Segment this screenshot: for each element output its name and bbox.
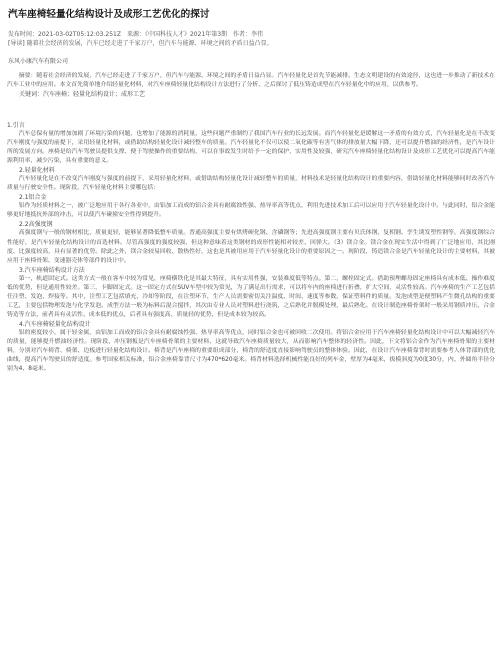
guide-line: [导读] 随着社会经济的发展，汽车已经走进了千家万户，但汽车与能源、环境之间的矛盾日益凸显。 [8, 40, 273, 47]
section-heading-intro: 1.引言 [7, 122, 25, 130]
section-heading-seat-design: 3.汽车座椅结构设计方法 [19, 266, 85, 274]
section-paragraph-seat-design: 第一，轨道固定式。这类方式一般在客车中较为常见，座椅横铁化是其最大特征，具有实用性强，安装难度低等特点。第二，螺栓固定式。借助预埋螺母固定座椅具有成本低、操作难度低的优势，但是通用性较差。第三，卡脚固定式。这一固定方式在SUV车型中较为常见，为了满足出行需求，可以将车内的座椅进行折叠，扩大空间，灵活性较高。汽车座椅的生产工艺包括任注塑、发泡、焊接等。其中，注塑工艺包括填充、冷却等阶段，在注塑环节，生产人员需要密切关注温度、时间、速度等参数，保证塑料件的质量。发泡成型是便塑料产生微孔结构的重要工艺，主要包括物理发泡与化学发泡。成型方法一般为标料后混合搅拌，其次由专业人员对塑料进行浇筑，之后熟化并脱模处理，最后熟化。在设计制造座椅骨架时一般采用钢质冲压、合金铸造等方法，前者具有灵活性、成本低的优点，后者具有强度高、质量轻的优势，但是成本较为较高。 [7, 275, 495, 318]
article-title: 汽车座椅轻量化结构设计及成形工艺优化的探讨 [8, 9, 210, 20]
section-heading-aluminum: 2.1铝合金 [19, 194, 47, 202]
section-paragraph-intro: 汽车总保有量的增加加剧了环境污染的问题，也增加了能源的消耗量，这些问题严重制约了我国汽车行业的长远发展。而汽车轻量化是缓解这一矛盾的有效方式，汽车轻量化是在不改变汽车刚度与强度的前提下，采用轻量化材料，或借助结构轻量化设计减轻整车的质量。汽车轻量化不仅可以使二氧化碳等有害气体的排放量大幅下降，还可以提升燃油的经济性，是汽车设计所的发展方向。座椅是给汽车驾驶员提供支撑、便于驾驶操作的重要结构，可以在事故发生时给予一定的保护，实用性及较强，研究汽车座椅轻量化结构设计及成形工艺优化可以提高汽车能源利用率，减少污染，具有重要的意义。 [7, 131, 495, 165]
abstract-paragraph: 摘要：随着社会经济的发展，汽车已经走进了千家万户，但汽车与能源、环境之间的矛盾日益凸显。汽车轻量化是首先节能减排、生态文明建设的有效途径，这也进一步推动了新技术在汽车工业中的应用。本文首先简单地介绍轻量化材料，对汽车座椅轻量化结构设计方法进行了分析，之后探讨了低压铸造成型在汽车轻量化中的应用，以供参考。 [7, 73, 495, 89]
section-paragraph-aluminum: 铝作为轻质材料之一，被广泛地应用于各行各业中，由铝加工而成的铝合金具有耐腐蚀性强、热导率高等优点，利用先进技术加工后可以应用于汽车轻量化设计中。与此同时，铝合金能够更好地抵抗外部的冲击，可以使汽车碰撞安全性得到提升。 [7, 203, 495, 219]
keywords-line: 关键词：汽车座椅；轻量化结构设计；成形工艺 [19, 91, 146, 99]
author-organization: 东风小康汽车有限公司 [8, 58, 69, 65]
section-heading-lightweight: 4.汽车座椅轻量化结构设计 [19, 320, 91, 328]
section-paragraph-lightweight: 铝的密度较小，属于轻金属，由铝加工而成的铝合金具有耐腐蚀性强、热导率高等优点，同时铝合金也可被回收二次使用。将铝合金应用于汽车座椅轻量化结构设计中可以大幅减轻汽车的质量，能够提升燃油经济性。现阶段，冲压钢板是汽车座椅骨架的主要材料，这就导致汽车座椅质量较大，从而影响汽车整体的轻济性。因此，下文将铝合金作为汽车座椅骨架的主要材料，分别对汽车椅背、椅架、边板进行轻量化结构设计。椅背是汽车座椅的重要组成部分，椅背的舒适度直接影响驾驶员的整体体验。因此，在设计汽车座椅靠背时需要参考人体背部的优化曲线，提高汽车驾驶员的舒适度。参考国家相关标准，铝合金座椅靠背尺寸为470*620毫米。椅背材料选择机械性能良好的列车金，壁厚为4毫米，拔模斜度为0度30分，内、外圆角半径分别为4、8毫米。 [7, 329, 495, 373]
section-paragraph-steel: 高强度钢与一般的钢材相比，质量更轻，能够显著降低整车质量。普通高强度主要有烘烤硬化钢、含磷钢等；先进高强度钢主要有贝氏体钢、复相钢、孪生诱发塑性钢等。高强度钢综合性能好，是汽车轻量化结构设计的首选材料。尽管高强度的强度较强，但这种意味着这类钢材的成形性能相对较差、回弹大。（3）镁合金。镁合金在现实生活中得到了广泛地应用，其比刚度、比强度较高，具有显著的优势。除此之外，镁合金较易回收、散热性好，这也是其被用应用于汽车轻量化设计的重要原因之一。现阶段，铸造镁合金是汽车轻量化设计的主要材料，其被应用于座椅骨架、变速器壳体等部件的设计中。 [7, 230, 495, 264]
publish-meta: 发布时间：2021-03-02T05:12:03.251Z 来源：《中国科技人才》2021年第3期 作者：李伟 [8, 31, 264, 38]
section-heading-materials: 2.轻量化材料 [19, 167, 55, 175]
section-paragraph-materials: 汽车轻量化是在不改变汽车刚度与强度的前提下，采用轻量化材料，或借助结构轻量化设计减轻整车的质量，材料技术是轻量化结构设计的重要内容，借助轻量化材料能够同时改善汽车质量与行驶安全性。现阶段，汽车轻量化材料主要哪包括： [7, 176, 495, 192]
section-heading-steel: 2.2高强度钢 [19, 221, 53, 229]
